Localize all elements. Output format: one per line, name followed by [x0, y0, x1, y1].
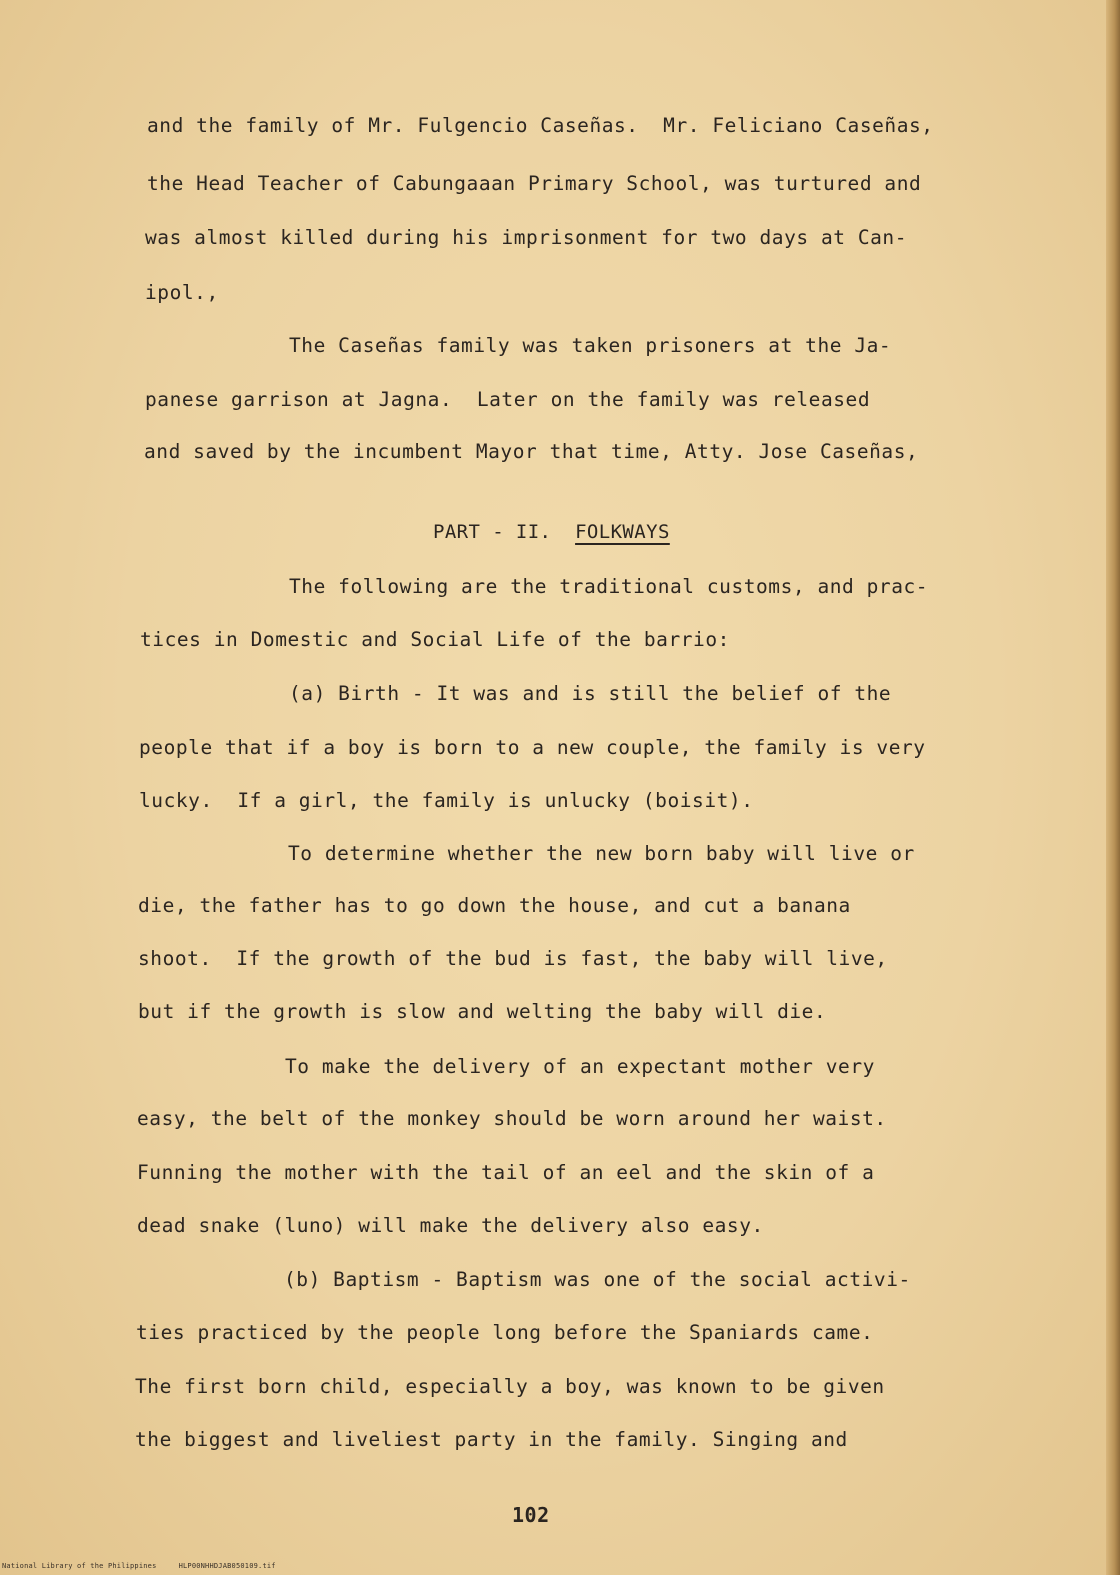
section-heading: [433, 520, 670, 544]
text-line-6: panese garrison at Jagna. Later on the family was released: [145, 388, 871, 411]
text-line-4: ipol.,: [145, 281, 219, 304]
text-line-2: the Head Teacher of Cabungaaan Primary School, was turtured and: [147, 172, 922, 195]
text-line-11: people that if a boy is born to a new couple, the family is very: [139, 736, 926, 759]
heading-title: FOLKWAYS: [575, 521, 670, 543]
text-line-17: To make the delivery of an expectant mother very: [285, 1055, 875, 1078]
text-line-15: shoot. If the growth of the bud is fast, the baby will live,: [138, 947, 888, 970]
text-line-10: (a) Birth - It was and is still the belief of the: [289, 682, 892, 705]
text-line-20: dead snake (luno) will make the delivery also easy.: [137, 1214, 764, 1237]
text-line-5: The Caseñas family was taken prisoners at the Ja-: [289, 334, 892, 357]
text-line-8: The following are the traditional customs, and prac-: [289, 575, 929, 598]
heading-prefix: PART - II.: [433, 521, 552, 543]
text-line-23: The first born child, especially a boy, was known to be given: [135, 1375, 885, 1398]
text-line-19: Funning the mother with the tail of an eel and the skin of a: [137, 1161, 875, 1184]
text-line-24: the biggest and liveliest party in the family. Singing and: [135, 1428, 848, 1451]
text-line-3: was almost killed during his imprisonment for two days at Can-: [145, 226, 907, 249]
scan-footer: National Library of the Philippines HLP00NHHDJAB050109.tif: [2, 1562, 276, 1570]
text-line-14: die, the father has to go down the house, and cut a banana: [138, 894, 851, 917]
text-line-12: lucky. If a girl, the family is unlucky (boisit).: [139, 789, 754, 812]
page-binding-edge: [1106, 0, 1120, 1575]
text-line-16: but if the growth is slow and welting the baby will die.: [138, 1000, 827, 1023]
text-line-22: ties practiced by the people long before the Spaniards came.: [136, 1321, 874, 1344]
text-line-13: To determine whether the new born baby will live or: [288, 842, 915, 865]
text-line-7: and saved by the incumbent Mayor that time, Atty. Jose Caseñas,: [144, 440, 919, 463]
text-line-21: (b) Baptism - Baptism was one of the social activi-: [284, 1268, 911, 1291]
text-line-18: easy, the belt of the monkey should be worn around her waist.: [137, 1107, 887, 1130]
text-line-9: tices in Domestic and Social Life of the barrio:: [140, 628, 730, 651]
page-number: 102: [512, 1503, 550, 1527]
text-line-1: and the family of Mr. Fulgencio Caseñas. Mr. Feliciano Caseñas,: [147, 114, 934, 137]
